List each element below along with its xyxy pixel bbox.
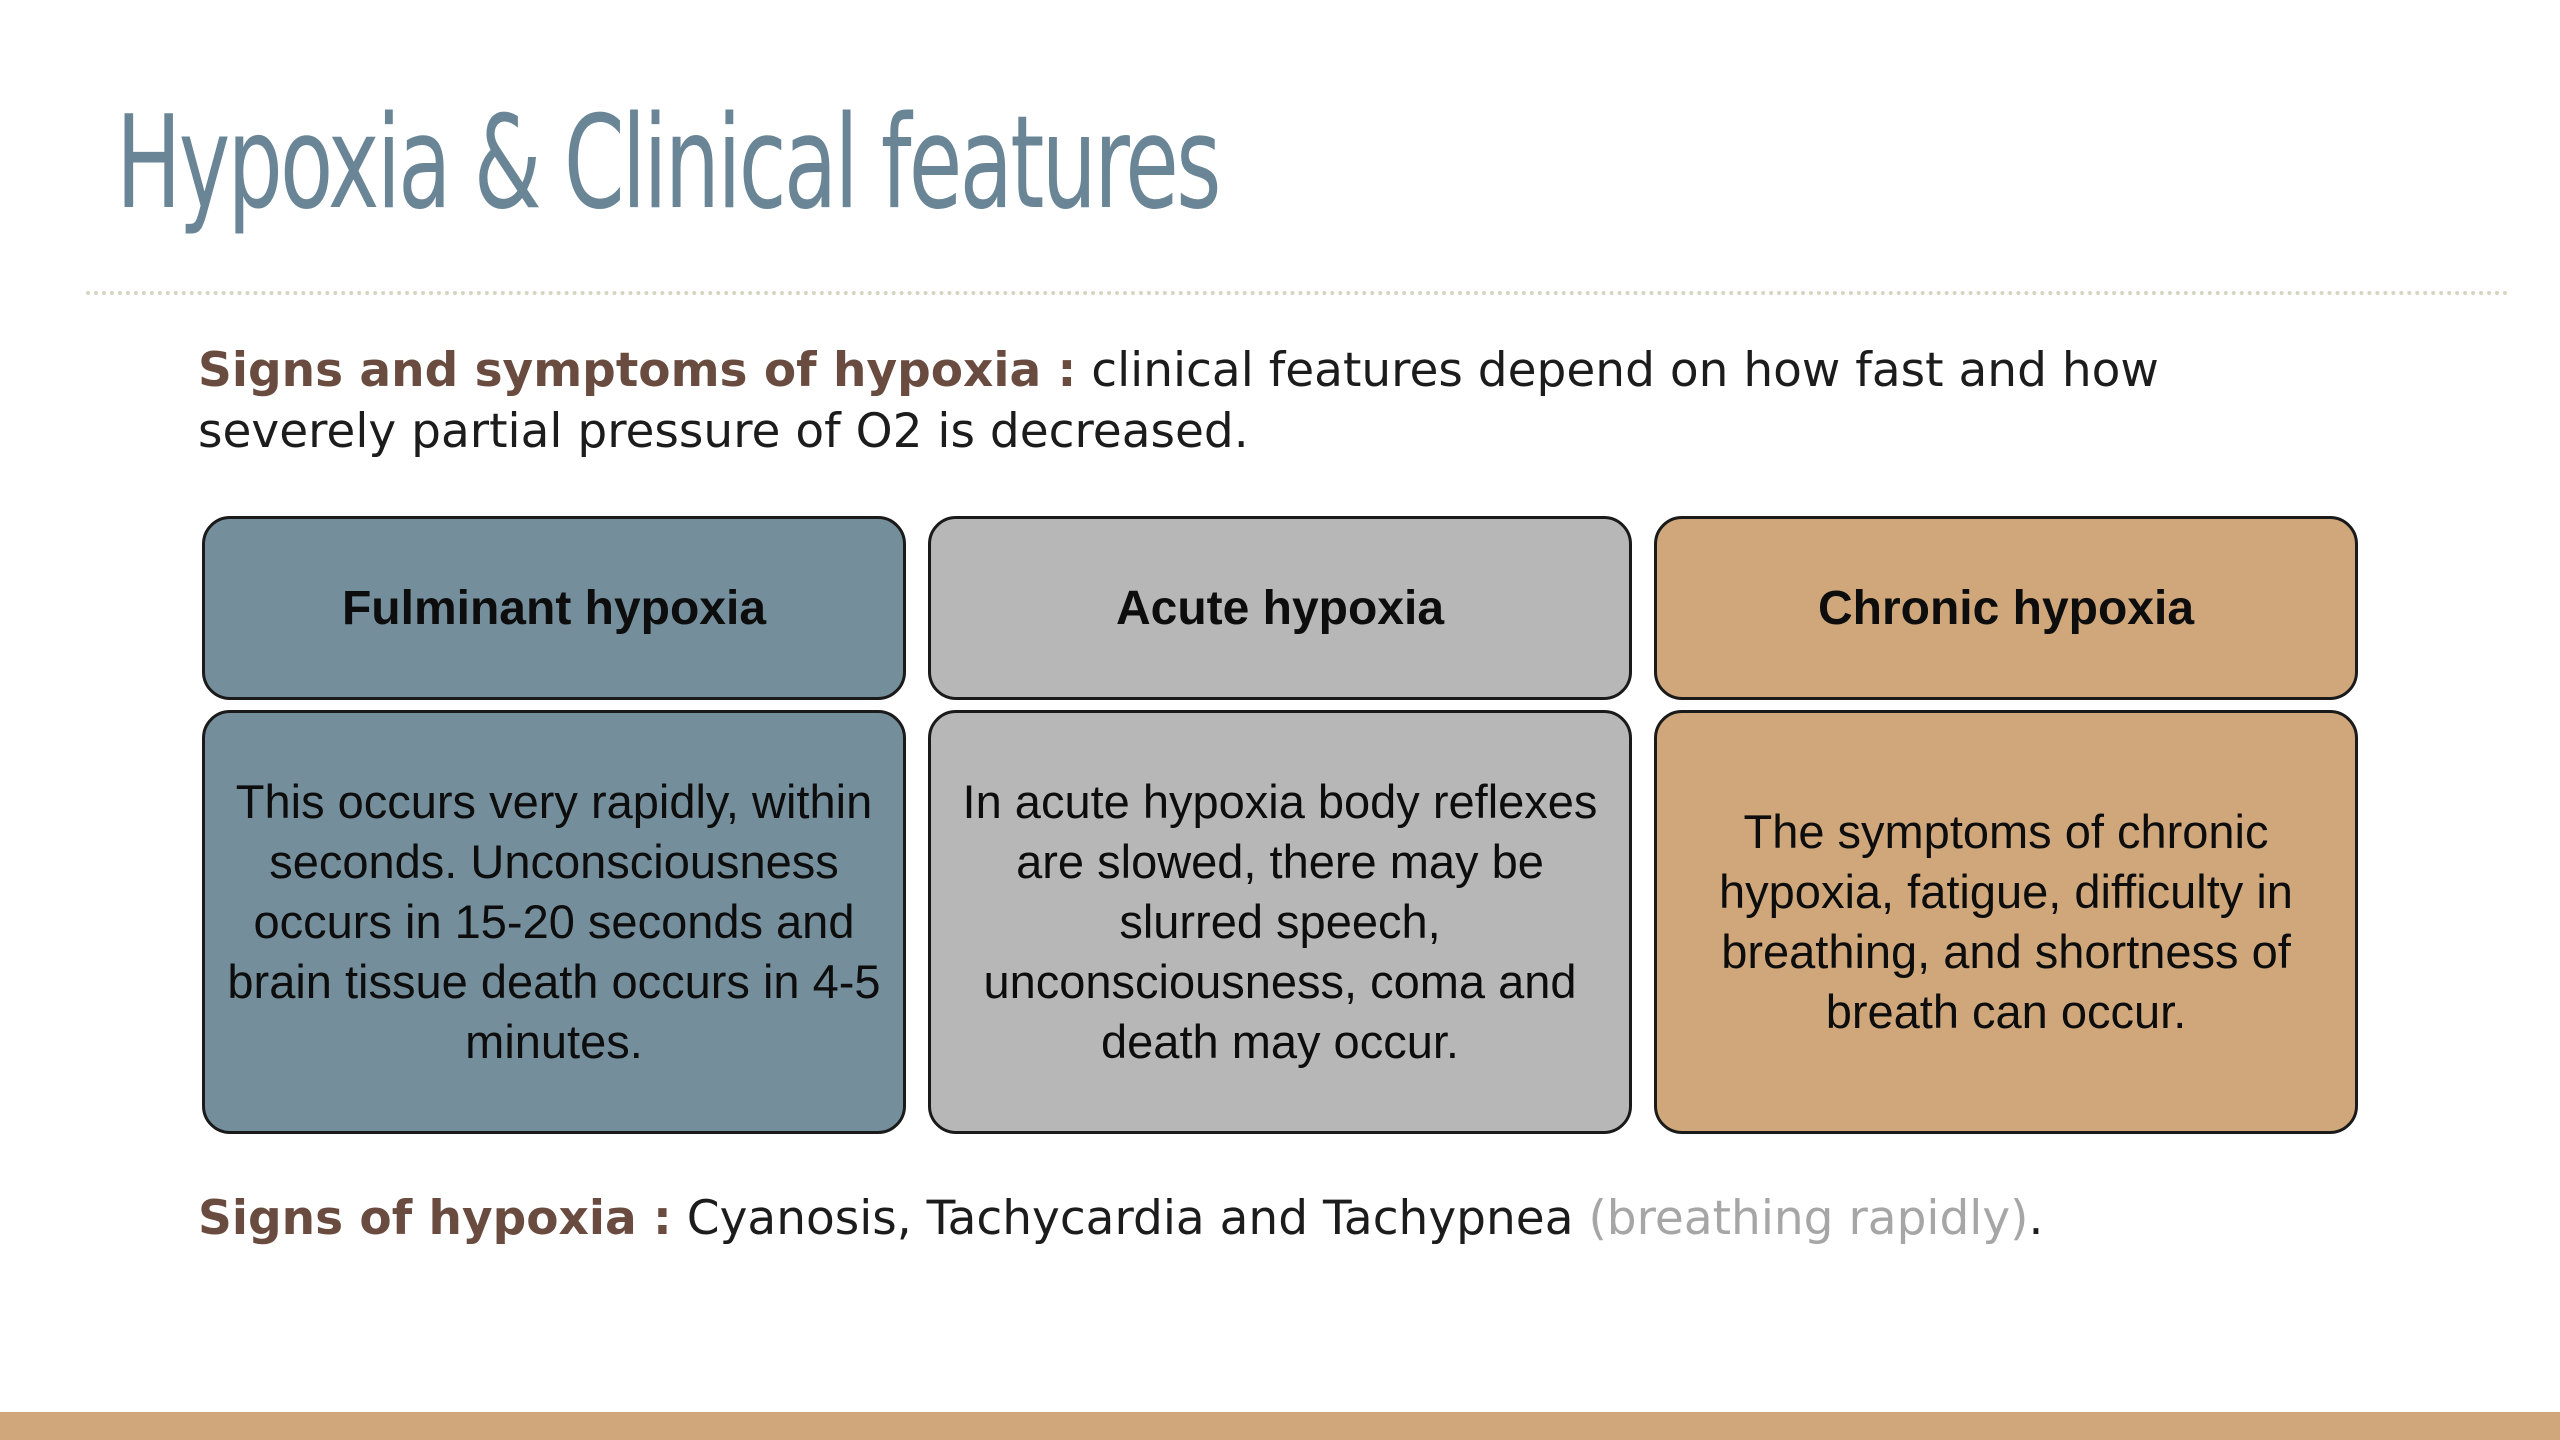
signs-end: . <box>2028 1191 2044 1246</box>
signs-note: (breathing rapidly) <box>1588 1191 2029 1246</box>
acute-hypoxia-heading: Acute hypoxia <box>928 516 1632 700</box>
title-divider <box>86 291 2510 295</box>
signs-label: Signs of hypoxia : <box>198 1191 672 1246</box>
signs-paragraph <box>198 1188 2043 1249</box>
bottom-accent-bar <box>0 1412 2560 1440</box>
acute-hypoxia-description: In acute hypoxia body reflexes are slowed, there may be slurred speech, unconsciousness, coma and death may occur. <box>928 710 1632 1134</box>
signs-text: Cyanosis, Tachycardia and Tachypnea <box>671 1191 1589 1246</box>
slide-title: Hypoxia & Clinical features <box>116 89 1219 238</box>
intro-paragraph <box>198 340 2198 462</box>
fulminant-hypoxia-heading: Fulminant hypoxia <box>202 516 906 700</box>
intro-text: clinical features depend on how fast and how severely partial pressure of O2 is decreased. <box>198 343 2159 459</box>
chronic-hypoxia-description: The symptoms of chronic hypoxia, fatigue, difficulty in breathing, and shortness of breath can occur. <box>1654 710 2358 1134</box>
intro-label: Signs and symptoms of hypoxia : <box>198 343 1077 398</box>
chronic-hypoxia-heading: Chronic hypoxia <box>1654 516 2358 700</box>
fulminant-hypoxia-description: This occurs very rapidly, within seconds. Unconsciousness occurs in 15-20 seconds and brain tissue death occurs in 4-5 minutes. <box>202 710 906 1134</box>
